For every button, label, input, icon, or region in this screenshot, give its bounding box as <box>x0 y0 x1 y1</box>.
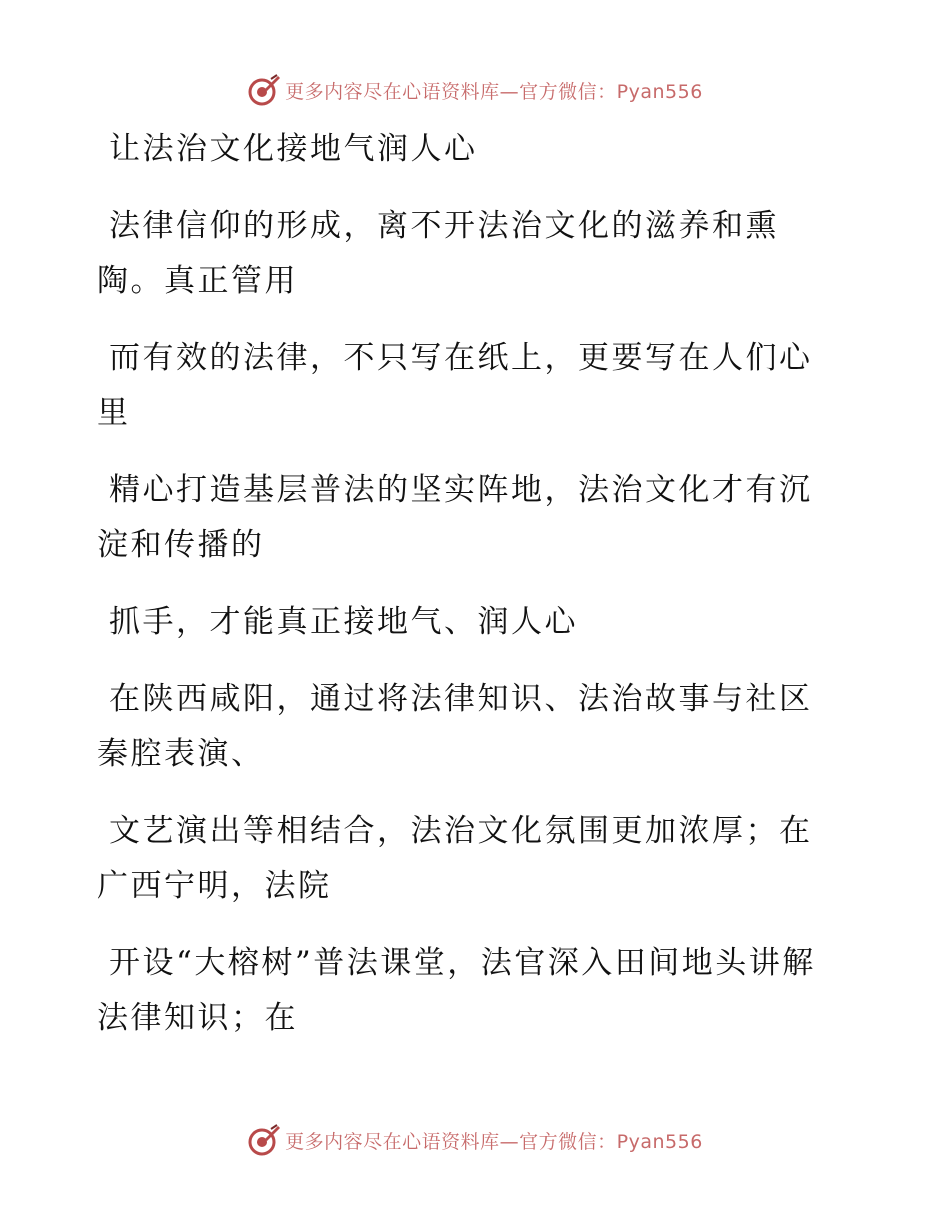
banner-text: 更多内容尽在心语资料库—官方微信：Pyan556 <box>285 1130 703 1153</box>
header-banner <box>0 70 950 110</box>
paragraph: 而有效的法律，不只写在纸上，更要写在人们心里 <box>97 340 813 431</box>
quill-seal-icon <box>247 73 281 107</box>
document-body <box>97 122 837 1046</box>
paragraph: 在陕西咸阳，通过将法律知识、法治故事与社区秦腔表演、 <box>97 681 813 772</box>
paragraph: 精心打造基层普法的坚实阵地，法治文化才有沉淀和传播的 <box>97 472 813 563</box>
footer-banner <box>0 1120 950 1160</box>
paragraph: 法律信仰的形成，离不开法治文化的滋养和熏陶。真正管用 <box>97 208 779 299</box>
paragraph: 文艺演出等相结合，法治文化氛围更加浓厚；在广西宁明，法院 <box>97 813 813 904</box>
quill-seal-icon <box>247 1123 281 1157</box>
paragraph: 抓手，才能真正接地气、润人心 <box>109 604 578 640</box>
paragraph: 开设“大榕树”普法课堂，法官深入田间地头讲解法律知识；在 <box>97 945 816 1036</box>
paragraph-title: 让法治文化接地气润人心 <box>109 131 478 167</box>
banner-text: 更多内容尽在心语资料库—官方微信：Pyan556 <box>285 80 703 103</box>
